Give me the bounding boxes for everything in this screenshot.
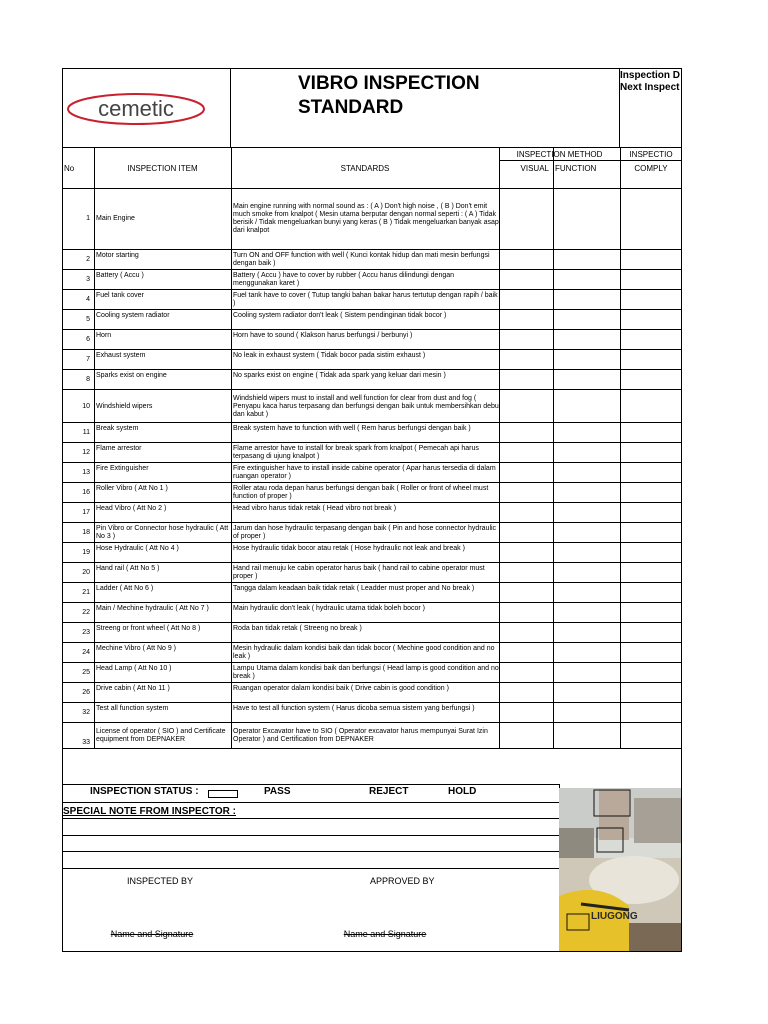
inspected-by-label: INSPECTED BY — [127, 876, 194, 886]
row-number: 25 — [82, 669, 90, 676]
inspection-standard: Battery ( Accu ) have to cover by rubber ( Accu harus dilindungi dengan menggunakan karet ) — [233, 272, 455, 287]
row-number: 18 — [82, 529, 90, 536]
inspection-item: Mechine Vibro ( Att No 9 ) — [96, 645, 177, 652]
inspection-item: Head Lamp ( Att No 10 ) — [96, 665, 172, 672]
inspection-item: Flame arrestor — [96, 445, 142, 452]
table-row — [62, 703, 682, 723]
visual-check-cell[interactable] — [499, 583, 553, 603]
table-row — [62, 330, 682, 350]
visual-check-cell[interactable] — [499, 350, 553, 370]
visual-check-cell[interactable] — [499, 723, 553, 749]
function-check-cell[interactable] — [553, 290, 620, 310]
visual-check-cell[interactable] — [499, 703, 553, 723]
row-number: 23 — [82, 629, 90, 636]
equipment-photo — [559, 788, 681, 951]
function-check-cell[interactable] — [553, 663, 620, 683]
inspection-item: Break system — [96, 425, 139, 432]
row-number: 6 — [86, 336, 90, 343]
comply-check-cell[interactable] — [620, 583, 682, 603]
inspection-standard: Flame arrestor have to install for break spark from knalpot ( Pemecah api harus terpasang di ujung knalpot ) — [233, 445, 479, 460]
inspection-standard: Fuel tank have to cover ( Tutup tangki bahan bakar harus tertutup dengan rapih / baik ) — [233, 292, 498, 307]
row-number: 20 — [82, 569, 90, 576]
row-number: 24 — [82, 649, 90, 656]
table-row — [62, 350, 682, 370]
visual-check-cell[interactable] — [499, 623, 553, 643]
function-check-cell[interactable] — [553, 603, 620, 623]
inspection-standard: Cooling system radiator don't leak ( Sistem pendinginan tidak bocor ) — [233, 312, 447, 319]
row-number: 10 — [82, 402, 90, 410]
inspection-standard: Hand rail menuju ke cabin operator harus baik ( hand rail to cabine operator must proper ) — [233, 565, 485, 580]
function-check-cell[interactable] — [553, 483, 620, 503]
row-number: 7 — [86, 356, 90, 363]
row-number: 22 — [82, 609, 90, 616]
row-number: 5 — [86, 316, 90, 323]
table-row — [62, 603, 682, 623]
row-number: 8 — [86, 376, 90, 383]
comply-check-cell[interactable] — [620, 563, 682, 583]
vibro-roller-photo-icon — [559, 788, 681, 951]
comply-check-cell[interactable] — [620, 188, 682, 250]
table-row — [62, 250, 682, 270]
table-row — [62, 643, 682, 663]
comply-check-cell[interactable] — [620, 310, 682, 330]
table-row — [62, 623, 682, 643]
comply-check-cell[interactable] — [620, 350, 682, 370]
inspection-item: Horn — [96, 332, 112, 339]
row-number: 2 — [86, 256, 90, 263]
function-check-cell[interactable] — [553, 723, 620, 749]
inspection-item: Fuel tank cover — [96, 292, 144, 299]
function-check-cell[interactable] — [553, 583, 620, 603]
row-number: 1 — [86, 215, 90, 222]
table-row — [62, 503, 682, 523]
visual-check-cell[interactable] — [499, 290, 553, 310]
approved-by-label: APPROVED BY — [370, 876, 435, 886]
col-header-comply: COMPLY — [634, 163, 668, 173]
inspection-item: Exhaust system — [96, 352, 146, 359]
function-check-cell[interactable] — [553, 310, 620, 330]
inspection-item: Main Engine — [96, 215, 135, 222]
function-check-cell[interactable] — [553, 443, 620, 463]
table-row — [62, 543, 682, 563]
table-row — [62, 723, 682, 749]
col-header-method: INSPECTION METHOD — [516, 149, 603, 159]
function-check-cell[interactable] — [553, 703, 620, 723]
comply-check-cell[interactable] — [620, 723, 682, 749]
status-checkbox[interactable] — [208, 790, 238, 798]
inspection-item: Sparks exist on engine — [96, 372, 167, 379]
visual-check-cell[interactable] — [499, 683, 553, 703]
inspection-standard: Horn have to sound ( Klakson harus berfungsi / berbunyi ) — [233, 332, 413, 339]
col-header-no: No — [64, 163, 75, 173]
visual-check-cell[interactable] — [499, 250, 553, 270]
inspection-standard: Mesin hydraulic dalam kondisi baik dan tidak bocor ( Mechine good condition and no leak ) — [233, 645, 495, 660]
visual-check-cell[interactable] — [499, 443, 553, 463]
row-number: 11 — [82, 429, 90, 436]
col-header-visual: VISUAL — [520, 163, 549, 173]
table-row — [62, 523, 682, 543]
col-header-standards: STANDARDS — [340, 163, 390, 173]
comply-check-cell[interactable] — [620, 463, 682, 483]
inspection-standard: Head vibro harus tidak retak ( Head vibro not break ) — [233, 505, 397, 512]
table-row — [62, 583, 682, 603]
table-row — [62, 483, 682, 503]
inspection-item: Pin Vibro or Connector hose hydraulic ( Att No 3 ) — [96, 525, 229, 540]
inspection-item: Streeng or front wheel ( Att No 8 ) — [96, 625, 201, 632]
function-check-cell[interactable] — [553, 423, 620, 443]
special-note-label: SPECIAL NOTE FROM INSPECTOR : — [63, 806, 236, 817]
footer-line — [62, 802, 559, 803]
visual-check-cell[interactable] — [499, 643, 553, 663]
visual-check-cell[interactable] — [499, 603, 553, 623]
visual-check-cell[interactable] — [499, 563, 553, 583]
comply-check-cell[interactable] — [620, 443, 682, 463]
table-row — [62, 188, 682, 250]
row-number: 33 — [82, 739, 90, 746]
svg-text:LIUGONG: LIUGONG — [591, 911, 638, 922]
comply-check-cell[interactable] — [620, 543, 682, 563]
visual-check-cell[interactable] — [499, 423, 553, 443]
inspection-item: Fire Extinguisher — [96, 465, 149, 472]
row-number: 3 — [86, 276, 90, 283]
inspection-item: Drive cabin ( Att No 11 ) — [96, 685, 170, 692]
visual-check-cell[interactable] — [499, 503, 553, 523]
inspection-sheet — [62, 68, 681, 952]
inspection-standard: Jarum dan hose hydraulic terpasang dengan baik ( Pin and hose connector hydraulic of proper ) — [233, 525, 497, 540]
status-reject[interactable]: REJECT — [369, 786, 409, 797]
function-check-cell[interactable] — [553, 463, 620, 483]
table-row — [62, 683, 682, 703]
comply-check-cell[interactable] — [620, 683, 682, 703]
function-check-cell[interactable] — [553, 563, 620, 583]
comply-check-cell[interactable] — [620, 390, 682, 423]
function-check-cell[interactable] — [553, 330, 620, 350]
comply-check-cell[interactable] — [620, 270, 682, 290]
note-line-2[interactable] — [62, 835, 559, 836]
visual-check-cell[interactable] — [499, 330, 553, 350]
row-number: 32 — [82, 709, 90, 716]
table-row — [62, 563, 682, 583]
row-number: 17 — [82, 509, 90, 516]
inspection-item: Motor starting — [96, 252, 139, 259]
inspection-item: Cooling system radiator — [96, 312, 170, 319]
table-row — [62, 290, 682, 310]
function-check-cell[interactable] — [553, 683, 620, 703]
inspection-standard: Tangga dalam keadaan baik tidak retak ( Leadder must proper and No break ) — [233, 585, 475, 592]
svg-text:cemetic: cemetic — [98, 96, 174, 121]
function-check-cell[interactable] — [553, 188, 620, 250]
comply-check-cell[interactable] — [620, 643, 682, 663]
function-check-cell[interactable] — [553, 370, 620, 390]
inspection-date-label: Inspection D Next Inspect — [620, 70, 681, 93]
inspection-standard: Main hydraulic don't leak ( hydraulic utama tidak boleh bocor ) — [233, 605, 425, 612]
inspection-standard: Fire extinguisher have to install inside cabine operator ( Apar harus tersedia di dalam ruangan operator ) — [233, 465, 496, 480]
inspection-standard: Roda ban tidak retak ( Streeng no break ) — [233, 625, 362, 632]
comply-check-cell[interactable] — [620, 603, 682, 623]
row-number: 13 — [82, 469, 90, 476]
inspection-standard: Lampu Utama dalam kondisi baik dan berfungsi ( Head lamp is good condition and no break ) — [233, 665, 499, 680]
function-check-cell[interactable] — [553, 623, 620, 643]
visual-check-cell[interactable] — [499, 663, 553, 683]
col-header-function: FUNCTION — [555, 163, 597, 173]
inspection-standard: Windshield wipers must to install and well function for clear from dust and fog ( Penyapu kaca harus terpasang dan berfungsi dengan baik untuk membersihkan debu dan kabut ) — [233, 394, 499, 418]
function-check-cell[interactable] — [553, 270, 620, 290]
row-number: 19 — [82, 549, 90, 556]
comply-check-cell[interactable] — [620, 423, 682, 443]
visual-check-cell[interactable] — [499, 463, 553, 483]
table-row — [62, 423, 682, 443]
comply-check-cell[interactable] — [620, 503, 682, 523]
function-check-cell[interactable] — [553, 250, 620, 270]
logo-oval-icon — [66, 92, 206, 126]
inspection-item: Main / Mechine hydraulic ( Att No 7 ) — [96, 605, 209, 612]
table-row — [62, 370, 682, 390]
table-row — [62, 310, 682, 330]
visual-check-cell[interactable] — [499, 483, 553, 503]
inspection-standard: No leak in exhaust system ( Tidak bocor pada sistim exhaust ) — [233, 352, 426, 359]
visual-check-cell[interactable] — [499, 370, 553, 390]
visual-check-cell[interactable] — [499, 390, 553, 423]
function-check-cell[interactable] — [553, 503, 620, 523]
comply-check-cell[interactable] — [620, 623, 682, 643]
comply-check-cell[interactable] — [620, 290, 682, 310]
status-pass[interactable]: PASS — [264, 786, 291, 797]
comply-check-cell[interactable] — [620, 483, 682, 503]
note-line-4[interactable] — [62, 868, 559, 869]
inspector-signature[interactable]: Name and Signature — [110, 929, 194, 939]
note-line-3[interactable] — [62, 851, 559, 852]
inspection-item: Battery ( Accu ) — [96, 272, 144, 279]
comply-check-cell[interactable] — [620, 663, 682, 683]
inspection-item: Windshield wipers — [96, 402, 153, 410]
function-check-cell[interactable] — [553, 643, 620, 663]
inspection-item: Hose Hydraulic ( Att No 4 ) — [96, 545, 179, 552]
visual-check-cell[interactable] — [499, 523, 553, 543]
visual-check-cell[interactable] — [499, 270, 553, 290]
note-line-1[interactable] — [62, 818, 559, 819]
inspection-item: License of operator ( SIO ) and Certificate equipment from DEPNAKER — [96, 728, 226, 743]
row-number: 12 — [82, 449, 90, 456]
function-check-cell[interactable] — [553, 390, 620, 423]
row-number: 26 — [82, 689, 90, 696]
inspection-standard: Hose hydraulic tidak bocor atau retak ( Hose hydraulic not leak and break ) — [233, 545, 465, 552]
inspection-standard: Roller atau roda depan harus berfungsi dengan baik ( Roller or front of wheel must function of proper ) — [233, 485, 489, 500]
document-title: VIBRO INSPECTION STANDARD — [298, 73, 480, 118]
table-row — [62, 270, 682, 290]
row-number: 4 — [86, 296, 90, 303]
table-row — [62, 463, 682, 483]
function-check-cell[interactable] — [553, 350, 620, 370]
function-check-cell[interactable] — [553, 523, 620, 543]
inspection-item: Test all function system — [96, 705, 169, 712]
table-row — [62, 390, 682, 423]
visual-check-cell[interactable] — [499, 188, 553, 250]
footer-top-line — [62, 784, 559, 785]
comply-check-cell[interactable] — [620, 250, 682, 270]
visual-check-cell[interactable] — [499, 310, 553, 330]
comply-check-cell[interactable] — [620, 330, 682, 350]
inspection-standard: Break system have to function with well ( Rem harus berfungsi dengan baik ) — [233, 425, 471, 432]
approver-signature[interactable]: Name and Signature — [343, 929, 427, 939]
row-number: 21 — [82, 589, 90, 596]
company-logo — [66, 92, 206, 126]
inspection-status-label: INSPECTION STATUS : — [90, 786, 199, 797]
inspection-item: Head Vibro ( Att No 2 ) — [96, 505, 167, 512]
inspection-standard: Ruangan operator dalam kondisi baik ( Drive cabin is good condition ) — [233, 685, 449, 692]
table-row — [62, 443, 682, 463]
inspection-standard: Have to test all function system ( Harus dicoba semua sistem yang berfungsi ) — [233, 705, 475, 712]
inspection-standard: Turn ON and OFF function with well ( Kunci kontak hidup dan mati mesin berfungsi dengan baik ) — [233, 252, 490, 267]
inspection-item: Hand rail ( Att No 5 ) — [96, 565, 160, 572]
table-row — [62, 663, 682, 683]
inspection-item: Roller Vibro ( Att No 1 ) — [96, 485, 168, 492]
inspection-standard: No sparks exist on engine ( Tidak ada spark yang keluar dari mesin ) — [233, 372, 446, 379]
status-hold[interactable]: HOLD — [448, 786, 477, 797]
inspection-standard: Main engine running with normal sound as : ( A ) Don't high noise , ( B ) Don't emit much smoke from knalpot ( Mesin utama berputar dengan normal seperti : ( A ) Tidak berisik / Tidak mengeluarkan bunyi yang keras ( B ) Tidak mengeluarkan banyak asap dari knalpot — [233, 203, 499, 234]
inspection-standard: Operator Excavator have to SIO ( Operator excavator harus mempunyai Surat Izin Operator ) and Certification from DEPNAKER — [233, 728, 488, 743]
row-number: 16 — [82, 489, 90, 496]
comply-check-cell[interactable] — [620, 523, 682, 543]
col-header-inspection: INSPECTIO — [629, 149, 673, 159]
inspection-item: Ladder ( Att No 6 ) — [96, 585, 154, 592]
visual-check-cell[interactable] — [499, 543, 553, 563]
col-header-item: INSPECTION ITEM — [127, 163, 198, 173]
function-check-cell[interactable] — [553, 543, 620, 563]
comply-check-cell[interactable] — [620, 703, 682, 723]
comply-check-cell[interactable] — [620, 370, 682, 390]
